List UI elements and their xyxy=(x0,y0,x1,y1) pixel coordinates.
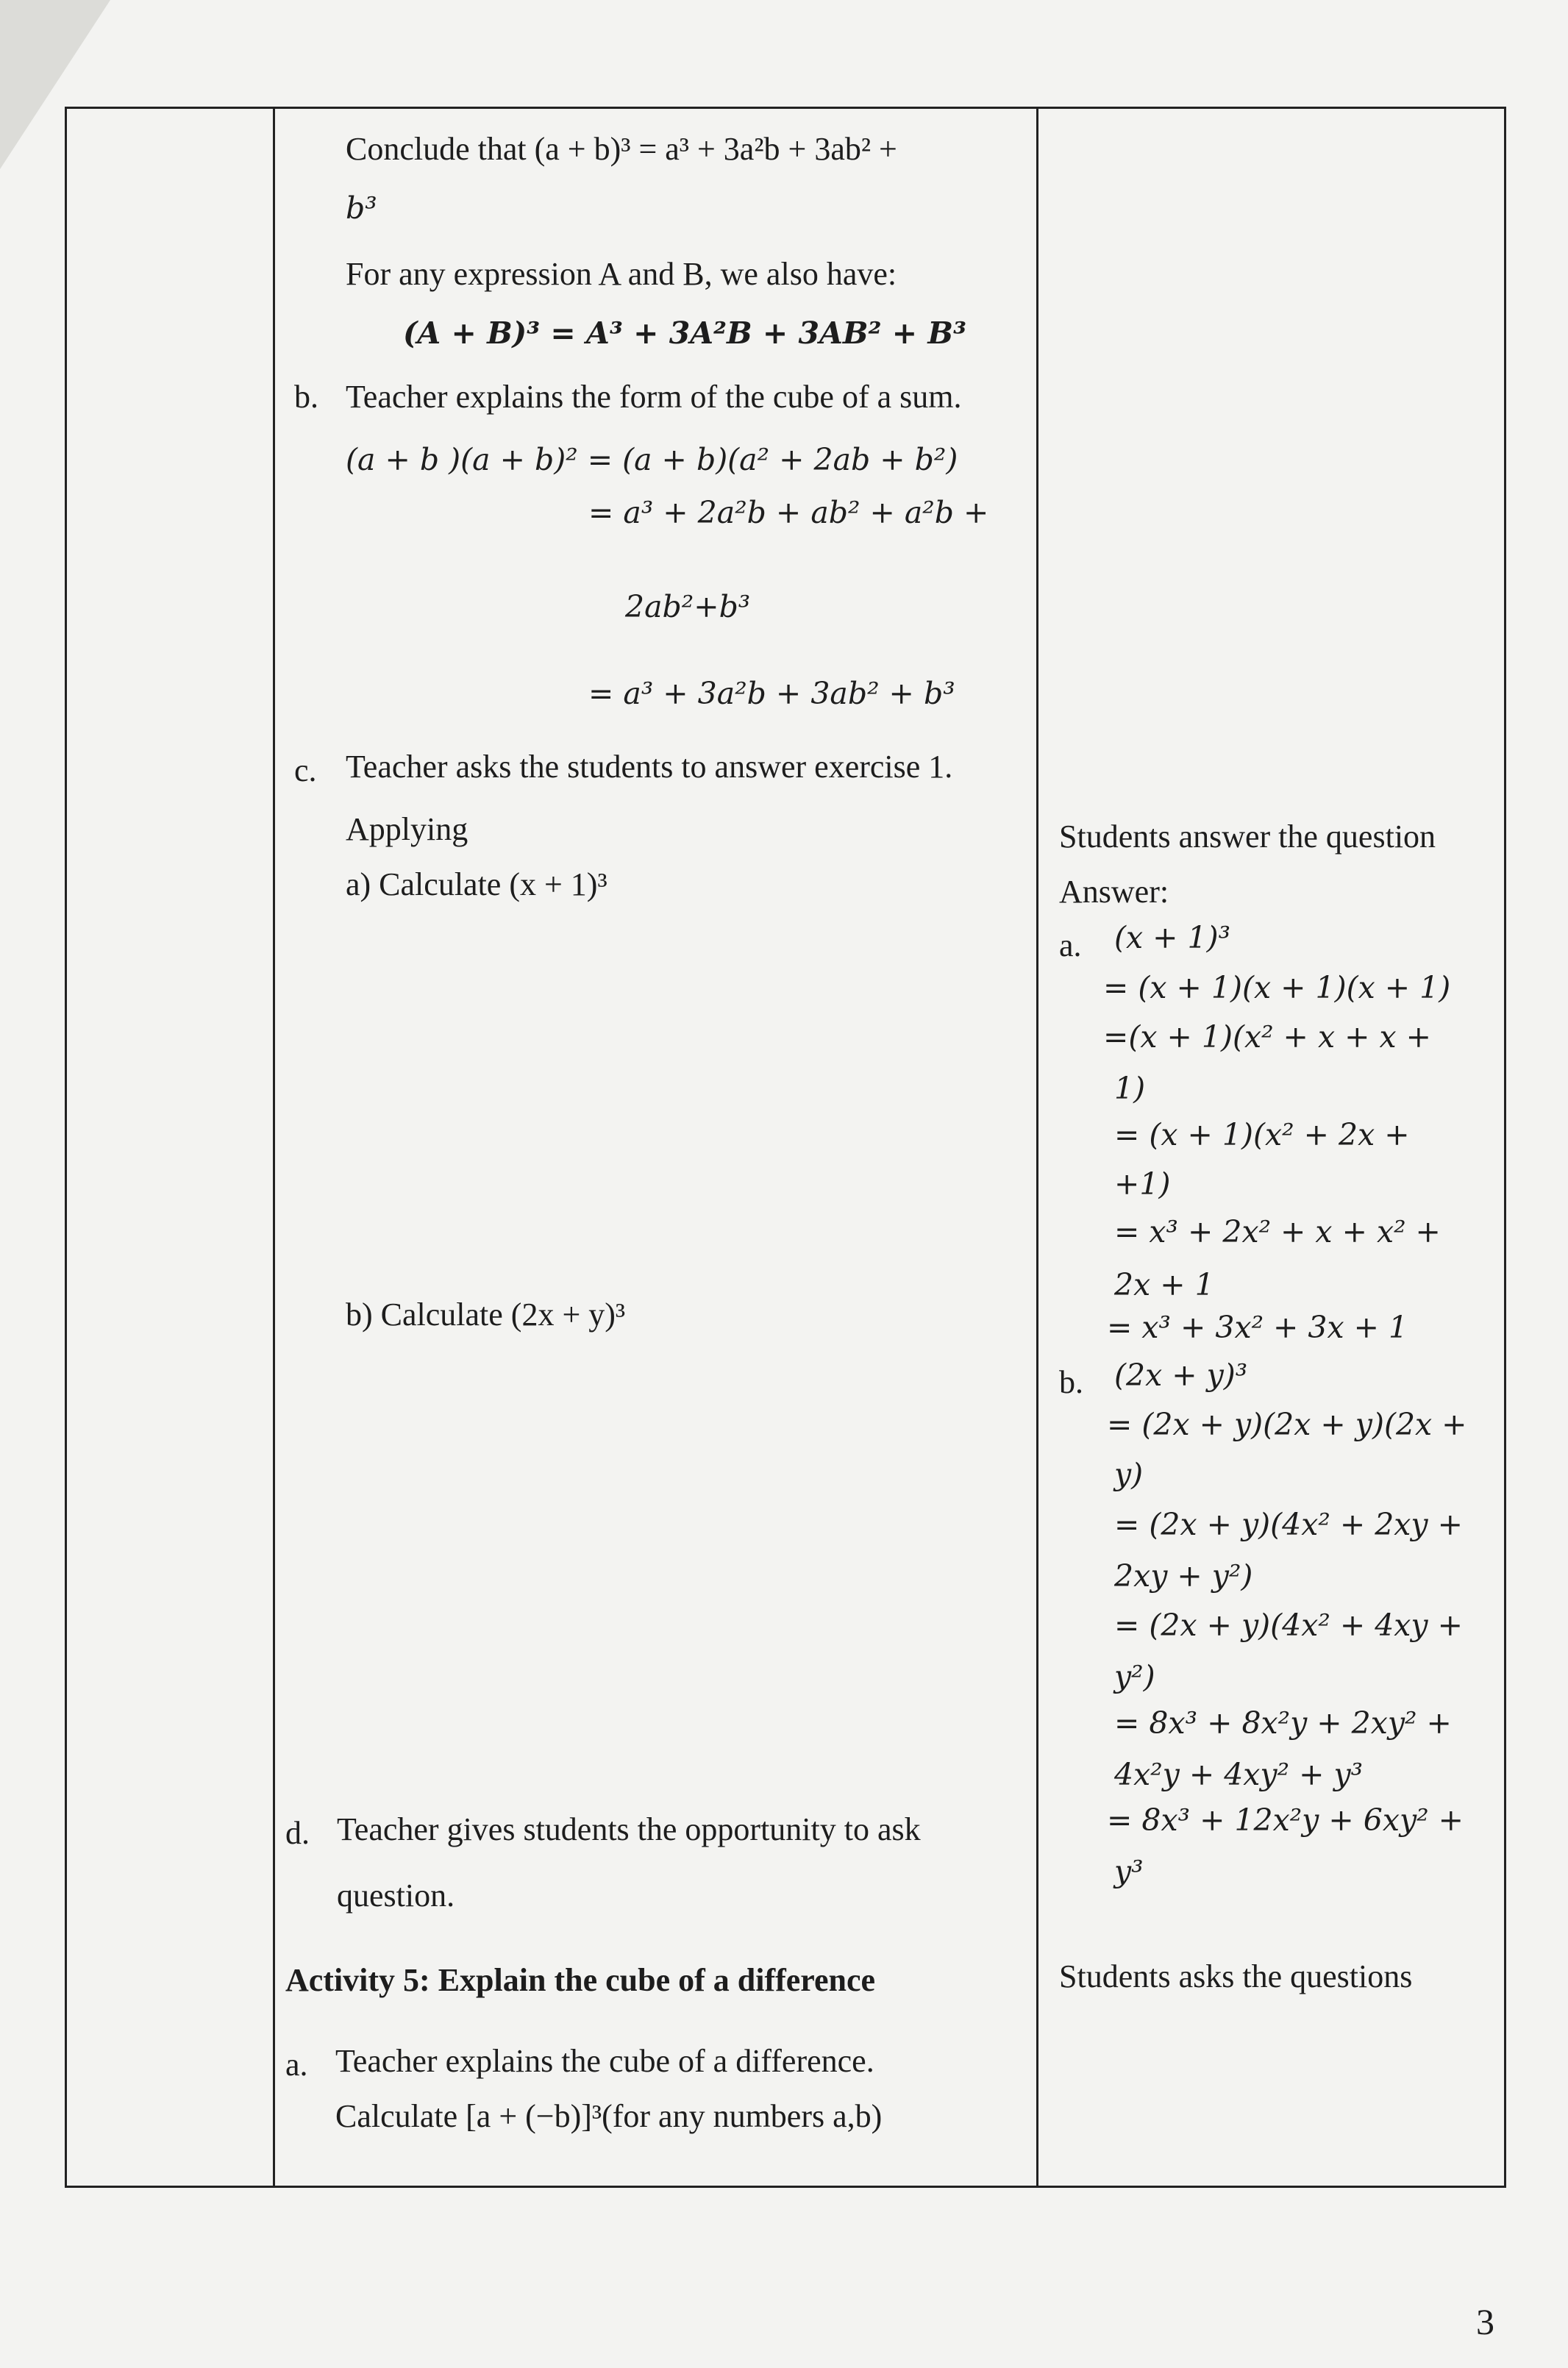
formula-AB: (A + B)³ = A³ + 3A²B + 3AB² + B³ xyxy=(403,315,967,351)
column-divider-1 xyxy=(273,109,275,2186)
conclude-line: Conclude that (a + b)³ = a³ + 3a²b + 3ab² + xyxy=(346,131,897,167)
page-number: 3 xyxy=(1476,2301,1494,2342)
item-b-label: b. xyxy=(294,379,318,415)
item-d-text-2: question. xyxy=(337,1877,455,1914)
answer-a-line-8: 2x + 1 xyxy=(1114,1267,1214,1302)
item-a5-text: Teacher explains the cube of a difference. xyxy=(335,2043,874,2079)
answer-b-label: b. xyxy=(1059,1364,1083,1400)
derivation-line-1: (a + b )(a + b)² = (a + b)(a² + 2ab + b²) xyxy=(346,442,958,477)
answer-b-line-1: (2x + y)³ xyxy=(1114,1358,1248,1393)
answer-label: Answer: xyxy=(1059,874,1169,910)
item-d-label: d. xyxy=(285,1815,310,1851)
conclude-b3: b³ xyxy=(346,190,377,226)
answer-b-line-3: y) xyxy=(1114,1457,1144,1492)
calculate-b: b) Calculate (2x + y)³ xyxy=(346,1297,626,1333)
answer-b-line-8: = 8x³ + 8x²y + 2xy² + xyxy=(1114,1705,1452,1741)
activity-5-heading: Activity 5: Explain the cube of a difference xyxy=(285,1962,876,1998)
answer-a-line-7: = x³ + 2x² + x + x² + xyxy=(1114,1214,1441,1249)
item-c-text: Teacher asks the students to answer exercise 1. xyxy=(346,749,953,785)
answer-b-line-10: = 8x³ + 12x²y + 6xy² + xyxy=(1107,1802,1464,1838)
answer-a-line-2: = (x + 1)(x + 1)(x + 1) xyxy=(1103,970,1451,1005)
answer-a-line-6: +1) xyxy=(1114,1166,1171,1202)
answer-b-line-4: = (2x + y)(4x² + 2xy + xyxy=(1114,1507,1463,1542)
item-c-label: c. xyxy=(294,752,317,788)
answer-a-label: a. xyxy=(1059,927,1082,963)
answer-a-line-4: 1) xyxy=(1114,1071,1146,1106)
derivation-line-4: = a³ + 3a²b + 3ab² + b³ xyxy=(588,676,955,711)
item-a5-calc: Calculate [a + (−b)]³(for any numbers a,b) xyxy=(335,2098,883,2134)
answer-a-line-5: = (x + 1)(x² + 2x + xyxy=(1114,1117,1410,1152)
calculate-a: a) Calculate (x + 1)³ xyxy=(346,866,607,902)
item-d-text: Teacher gives students the opportunity to ask xyxy=(337,1811,921,1847)
answer-b-line-5: 2xy + y²) xyxy=(1114,1558,1253,1594)
any-expression-text: For any expression A and B, we also have: xyxy=(346,256,897,292)
students-asks-text: Students asks the questions xyxy=(1059,1958,1413,1994)
column-divider-2 xyxy=(1036,109,1038,2186)
answer-b-line-2: = (2x + y)(2x + y)(2x + xyxy=(1107,1407,1467,1442)
derivation-line-2: = a³ + 2a²b + ab² + a²b + xyxy=(588,495,989,530)
derivation-line-3: 2ab²+b³ xyxy=(625,589,751,624)
answer-b-line-7: y²) xyxy=(1114,1659,1155,1694)
students-answer-text: Students answer the question xyxy=(1059,819,1436,855)
answer-b-line-11: y³ xyxy=(1114,1854,1144,1889)
answer-a-line-9: = x³ + 3x² + 3x + 1 xyxy=(1107,1310,1408,1345)
applying-label: Applying xyxy=(346,811,468,847)
answer-a-line-1: (x + 1)³ xyxy=(1114,920,1231,955)
answer-a-line-3: =(x + 1)(x² + x + x + xyxy=(1103,1019,1431,1055)
item-b-text: Teacher explains the form of the cube of a sum. xyxy=(346,379,962,415)
item-a5-label: a. xyxy=(285,2047,308,2083)
answer-b-line-6: = (2x + y)(4x² + 4xy + xyxy=(1114,1608,1463,1643)
answer-b-line-9: 4x²y + 4xy² + y³ xyxy=(1114,1757,1364,1792)
